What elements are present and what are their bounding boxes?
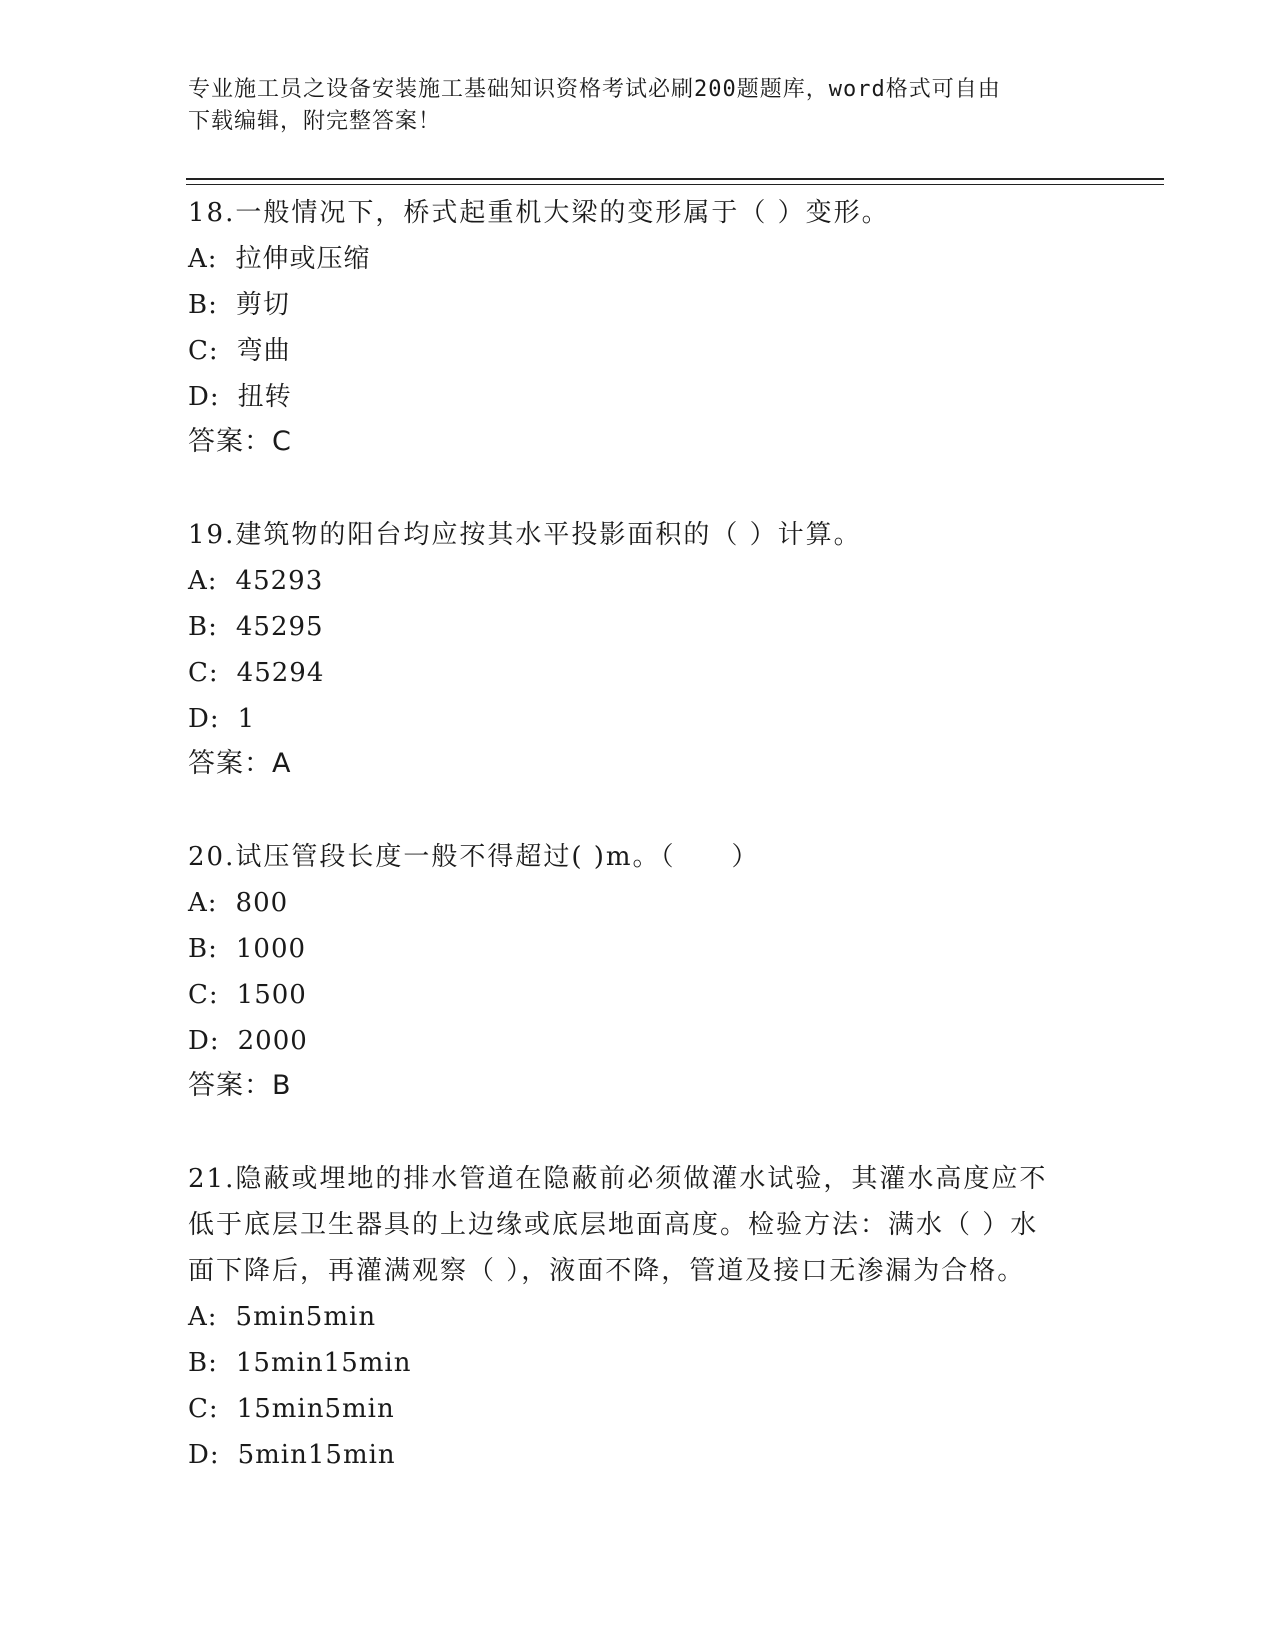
question-text: 20.试压管段长度一般不得超过( )m。（ ）: [188, 842, 760, 872]
header-line-2: 下载编辑，附完整答案！: [188, 109, 442, 134]
option-a: A: 45293: [188, 566, 324, 596]
document-header: [188, 74, 1088, 138]
answer-line: 答案：A: [188, 748, 292, 779]
option-b: B: 剪切: [188, 290, 290, 320]
option-d: D: 5min15min: [188, 1440, 396, 1470]
question-text-line-2: 低于底层卫生器具的上边缘或底层地面高度。检验方法：满水（ ）水: [188, 1210, 1039, 1240]
option-d: D: 扭转: [188, 382, 292, 412]
header-line-1: 专业施工员之设备安装施工基础知识资格考试必刷200题题库，word格式可自由: [188, 77, 1001, 102]
option-b: B: 1000: [188, 934, 307, 964]
header-divider-thin: [186, 184, 1164, 185]
question-text-line-3: 面下降后，再灌满观察（ ），液面不降，管道及接口无渗漏为合格。: [188, 1256, 1026, 1286]
question-20: [188, 834, 1088, 1108]
option-a: A: 5min5min: [188, 1302, 377, 1332]
answer-line: 答案：C: [188, 426, 292, 457]
option-c: C: 弯曲: [188, 336, 291, 366]
option-c: C: 15min5min: [188, 1394, 395, 1424]
option-d: D: 1: [188, 704, 256, 734]
option-c: C: 45294: [188, 658, 325, 688]
question-text: 18.一般情况下，桥式起重机大梁的变形属于（ ）变形。: [188, 198, 890, 228]
header-divider: [186, 178, 1164, 180]
option-c: C: 1500: [188, 980, 307, 1010]
question-text-line-1: 21.隐蔽或埋地的排水管道在隐蔽前必须做灌水试验，其灌水高度应不: [188, 1164, 1048, 1194]
question-18: [188, 190, 1088, 464]
question-21: [188, 1156, 1088, 1478]
option-b: B: 45295: [188, 612, 324, 642]
question-list: [188, 190, 1088, 1526]
question-19: [188, 512, 1088, 786]
question-text: 19.建筑物的阳台均应按其水平投影面积的（ ）计算。: [188, 520, 862, 550]
option-b: B: 15min15min: [188, 1348, 412, 1378]
option-a: A: 800: [188, 888, 289, 918]
option-d: D: 2000: [188, 1026, 308, 1056]
answer-line: 答案：B: [188, 1070, 292, 1101]
option-a: A: 拉伸或压缩: [188, 244, 371, 274]
